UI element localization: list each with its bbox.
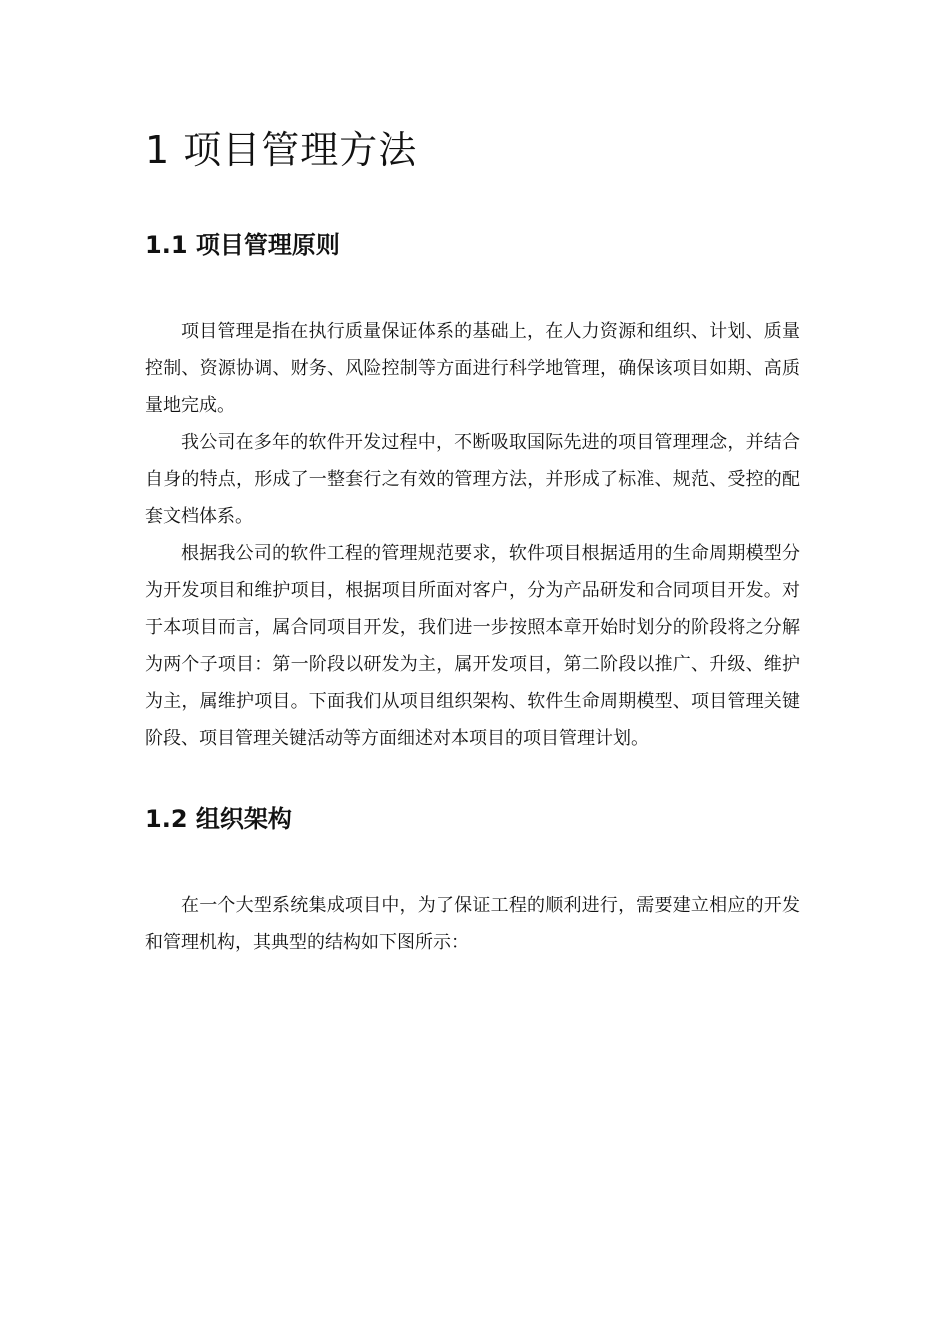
paragraph-organization-1: 在一个大型系统集成项目中，为了保证工程的顺利进行，需要建立相应的开发和管理机构，其典型的结构如下图所示： bbox=[145, 895, 800, 953]
paragraph-principles-3: 根据我公司的软件工程的管理规范要求，软件项目根据适用的生命周期模型分为开发项目和维护项目，根据项目所面对客户，分为产品研发和合同项目开发。对于本项目而言，属合同项目开发，我们进一步按照本章开始时划分的阶段将之分解为两个子项目：第一阶段以研发为主，属开发项目，第二阶段以推广、升级、维护为主，属维护项目。下面我们从项目组织架构、软件生命周期模型、项目管理关键阶段、项目管理关键活动等方面细述对本项目的项目管理计划。 bbox=[145, 543, 800, 749]
paragraph-principles-2: 我公司在多年的软件开发过程中，不断吸取国际先进的项目管理理念，并结合自身的特点，形成了一整套行之有效的管理方法，并形成了标准、规范、受控的配套文档体系。 bbox=[145, 432, 800, 527]
section-heading-principles: 1.1 项目管理原则 bbox=[145, 231, 340, 259]
section-heading-organization: 1.2 组织架构 bbox=[145, 805, 292, 833]
paragraph-principles-1: 项目管理是指在执行质量保证体系的基础上，在人力资源和组织、计划、质量控制、资源协调、财务、风险控制等方面进行科学地管理，确保该项目如期、高质量地完成。 bbox=[145, 321, 800, 416]
chapter-title: 1 项目管理方法 bbox=[145, 128, 418, 172]
document-content bbox=[145, 120, 805, 961]
